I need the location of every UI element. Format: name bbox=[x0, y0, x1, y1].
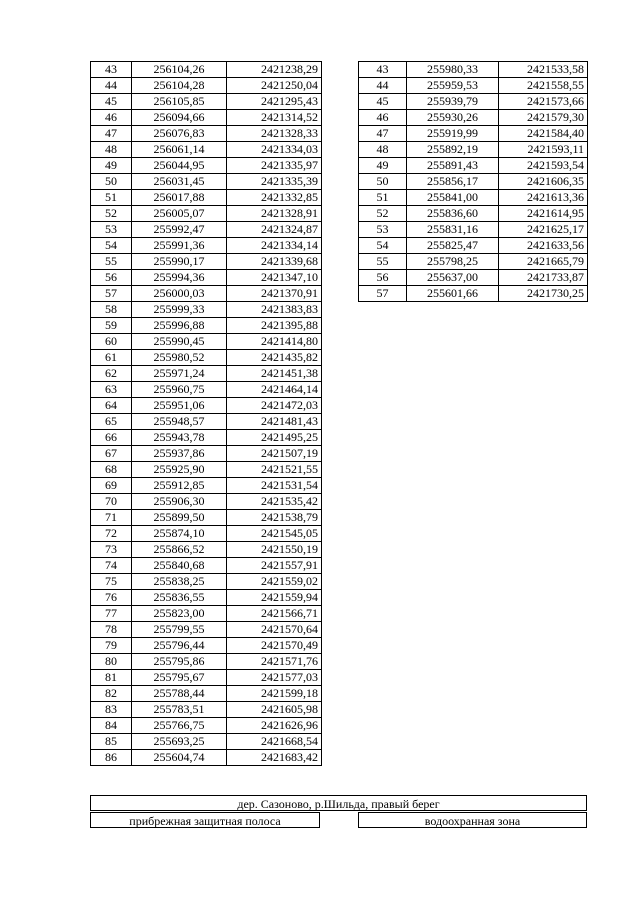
table-row bbox=[91, 238, 322, 254]
water-protection-coordinates-table bbox=[358, 61, 588, 302]
x-coordinate-cell: 255912,85 bbox=[132, 478, 227, 494]
y-coordinate-cell: 2421557,91 bbox=[227, 558, 322, 574]
x-coordinate-cell: 255919,99 bbox=[407, 126, 499, 142]
y-coordinate-cell: 2421314,52 bbox=[227, 110, 322, 126]
point-number-cell: 54 bbox=[359, 238, 407, 254]
y-coordinate-cell: 2421334,03 bbox=[227, 142, 322, 158]
y-coordinate-cell: 2421599,18 bbox=[227, 686, 322, 702]
x-coordinate-cell: 256104,28 bbox=[132, 78, 227, 94]
x-coordinate-cell: 255836,60 bbox=[407, 206, 499, 222]
point-number-cell: 80 bbox=[91, 654, 132, 670]
y-coordinate-cell: 2421538,79 bbox=[227, 510, 322, 526]
x-coordinate-cell: 255891,43 bbox=[407, 158, 499, 174]
table-row bbox=[91, 638, 322, 654]
x-coordinate-cell: 255930,26 bbox=[407, 110, 499, 126]
x-coordinate-cell: 255637,00 bbox=[407, 270, 499, 286]
table-row bbox=[91, 542, 322, 558]
point-number-cell: 49 bbox=[91, 158, 132, 174]
y-coordinate-cell: 2421577,03 bbox=[227, 670, 322, 686]
table-row bbox=[91, 158, 322, 174]
y-coordinate-cell: 2421571,76 bbox=[227, 654, 322, 670]
table-row bbox=[91, 174, 322, 190]
y-coordinate-cell: 2421573,66 bbox=[499, 94, 588, 110]
table-row bbox=[91, 110, 322, 126]
point-number-cell: 58 bbox=[91, 302, 132, 318]
x-coordinate-cell: 255990,17 bbox=[132, 254, 227, 270]
point-number-cell: 48 bbox=[91, 142, 132, 158]
x-coordinate-cell: 256044,95 bbox=[132, 158, 227, 174]
x-coordinate-cell: 255601,66 bbox=[407, 286, 499, 302]
table-row bbox=[91, 62, 322, 78]
x-coordinate-cell: 256000,03 bbox=[132, 286, 227, 302]
y-coordinate-cell: 2421593,11 bbox=[499, 142, 588, 158]
table-row bbox=[91, 334, 322, 350]
x-coordinate-cell: 255999,33 bbox=[132, 302, 227, 318]
point-number-cell: 73 bbox=[91, 542, 132, 558]
point-number-cell: 50 bbox=[359, 174, 407, 190]
point-number-cell: 64 bbox=[91, 398, 132, 414]
table-row bbox=[91, 590, 322, 606]
table-row bbox=[359, 190, 588, 206]
point-number-cell: 78 bbox=[91, 622, 132, 638]
x-coordinate-cell: 255937,86 bbox=[132, 446, 227, 462]
table-row bbox=[91, 510, 322, 526]
y-coordinate-cell: 2421451,38 bbox=[227, 366, 322, 382]
x-coordinate-cell: 255892,19 bbox=[407, 142, 499, 158]
x-coordinate-cell: 256076,83 bbox=[132, 126, 227, 142]
x-coordinate-cell: 255874,10 bbox=[132, 526, 227, 542]
table-row bbox=[359, 142, 588, 158]
point-number-cell: 63 bbox=[91, 382, 132, 398]
x-coordinate-cell: 256094,66 bbox=[132, 110, 227, 126]
table-row bbox=[91, 142, 322, 158]
table-row bbox=[91, 78, 322, 94]
x-coordinate-cell: 255783,51 bbox=[132, 702, 227, 718]
point-number-cell: 81 bbox=[91, 670, 132, 686]
y-coordinate-cell: 2421550,19 bbox=[227, 542, 322, 558]
y-coordinate-cell: 2421584,40 bbox=[499, 126, 588, 142]
point-number-cell: 82 bbox=[91, 686, 132, 702]
location-caption: дер. Сазоново, р.Шильда, правый берег bbox=[90, 795, 587, 811]
y-coordinate-cell: 2421435,82 bbox=[227, 350, 322, 366]
x-coordinate-cell: 255604,74 bbox=[132, 750, 227, 766]
x-coordinate-cell: 255831,16 bbox=[407, 222, 499, 238]
table-row bbox=[91, 734, 322, 750]
table-row bbox=[359, 126, 588, 142]
x-coordinate-cell: 255693,25 bbox=[132, 734, 227, 750]
y-coordinate-cell: 2421472,03 bbox=[227, 398, 322, 414]
point-number-cell: 45 bbox=[359, 94, 407, 110]
y-coordinate-cell: 2421531,54 bbox=[227, 478, 322, 494]
y-coordinate-cell: 2421464,14 bbox=[227, 382, 322, 398]
x-coordinate-cell: 255959,53 bbox=[407, 78, 499, 94]
y-coordinate-cell: 2421339,68 bbox=[227, 254, 322, 270]
y-coordinate-cell: 2421733,87 bbox=[499, 270, 588, 286]
y-coordinate-cell: 2421558,55 bbox=[499, 78, 588, 94]
point-number-cell: 51 bbox=[359, 190, 407, 206]
point-number-cell: 77 bbox=[91, 606, 132, 622]
point-number-cell: 83 bbox=[91, 702, 132, 718]
table-row bbox=[359, 270, 588, 286]
table-row bbox=[359, 174, 588, 190]
table-row bbox=[91, 318, 322, 334]
table-row bbox=[359, 158, 588, 174]
x-coordinate-cell: 256005,07 bbox=[132, 206, 227, 222]
point-number-cell: 48 bbox=[359, 142, 407, 158]
y-coordinate-cell: 2421668,54 bbox=[227, 734, 322, 750]
point-number-cell: 76 bbox=[91, 590, 132, 606]
point-number-cell: 49 bbox=[359, 158, 407, 174]
y-coordinate-cell: 2421250,04 bbox=[227, 78, 322, 94]
y-coordinate-cell: 2421495,25 bbox=[227, 430, 322, 446]
point-number-cell: 44 bbox=[91, 78, 132, 94]
y-coordinate-cell: 2421605,98 bbox=[227, 702, 322, 718]
point-number-cell: 46 bbox=[359, 110, 407, 126]
x-coordinate-cell: 255841,00 bbox=[407, 190, 499, 206]
table-row bbox=[91, 670, 322, 686]
y-coordinate-cell: 2421545,05 bbox=[227, 526, 322, 542]
y-coordinate-cell: 2421335,97 bbox=[227, 158, 322, 174]
y-coordinate-cell: 2421579,30 bbox=[499, 110, 588, 126]
point-number-cell: 70 bbox=[91, 494, 132, 510]
point-number-cell: 54 bbox=[91, 238, 132, 254]
point-number-cell: 72 bbox=[91, 526, 132, 542]
table-row bbox=[359, 206, 588, 222]
y-coordinate-cell: 2421559,02 bbox=[227, 574, 322, 590]
point-number-cell: 75 bbox=[91, 574, 132, 590]
x-coordinate-cell: 255906,30 bbox=[132, 494, 227, 510]
point-number-cell: 44 bbox=[359, 78, 407, 94]
table-row bbox=[91, 686, 322, 702]
table-row bbox=[91, 622, 322, 638]
y-coordinate-cell: 2421606,35 bbox=[499, 174, 588, 190]
x-coordinate-cell: 256031,45 bbox=[132, 174, 227, 190]
y-coordinate-cell: 2421625,17 bbox=[499, 222, 588, 238]
x-coordinate-cell: 255992,47 bbox=[132, 222, 227, 238]
point-number-cell: 69 bbox=[91, 478, 132, 494]
table-row bbox=[359, 78, 588, 94]
table-row bbox=[359, 222, 588, 238]
y-coordinate-cell: 2421328,33 bbox=[227, 126, 322, 142]
table-row bbox=[91, 126, 322, 142]
point-number-cell: 53 bbox=[91, 222, 132, 238]
table-row bbox=[91, 558, 322, 574]
y-coordinate-cell: 2421730,25 bbox=[499, 286, 588, 302]
point-number-cell: 50 bbox=[91, 174, 132, 190]
table-row bbox=[91, 270, 322, 286]
table-row bbox=[91, 606, 322, 622]
x-coordinate-cell: 256017,88 bbox=[132, 190, 227, 206]
point-number-cell: 62 bbox=[91, 366, 132, 382]
y-coordinate-cell: 2421295,43 bbox=[227, 94, 322, 110]
x-coordinate-cell: 255823,00 bbox=[132, 606, 227, 622]
table-row bbox=[91, 190, 322, 206]
y-coordinate-cell: 2421665,79 bbox=[499, 254, 588, 270]
x-coordinate-cell: 255943,78 bbox=[132, 430, 227, 446]
x-coordinate-cell: 256104,26 bbox=[132, 62, 227, 78]
point-number-cell: 43 bbox=[359, 62, 407, 78]
y-coordinate-cell: 2421383,83 bbox=[227, 302, 322, 318]
table-row bbox=[91, 382, 322, 398]
point-number-cell: 46 bbox=[91, 110, 132, 126]
y-coordinate-cell: 2421535,42 bbox=[227, 494, 322, 510]
table-row bbox=[91, 414, 322, 430]
y-coordinate-cell: 2421593,54 bbox=[499, 158, 588, 174]
point-number-cell: 51 bbox=[91, 190, 132, 206]
x-coordinate-cell: 255795,67 bbox=[132, 670, 227, 686]
point-number-cell: 56 bbox=[359, 270, 407, 286]
point-number-cell: 53 bbox=[359, 222, 407, 238]
point-number-cell: 79 bbox=[91, 638, 132, 654]
y-coordinate-cell: 2421521,55 bbox=[227, 462, 322, 478]
y-coordinate-cell: 2421559,94 bbox=[227, 590, 322, 606]
x-coordinate-cell: 255799,55 bbox=[132, 622, 227, 638]
x-coordinate-cell: 255925,90 bbox=[132, 462, 227, 478]
y-coordinate-cell: 2421507,19 bbox=[227, 446, 322, 462]
point-number-cell: 55 bbox=[359, 254, 407, 270]
x-coordinate-cell: 255788,44 bbox=[132, 686, 227, 702]
table-row bbox=[91, 718, 322, 734]
table-row bbox=[91, 446, 322, 462]
y-coordinate-cell: 2421570,64 bbox=[227, 622, 322, 638]
table-row bbox=[91, 286, 322, 302]
point-number-cell: 56 bbox=[91, 270, 132, 286]
point-number-cell: 60 bbox=[91, 334, 132, 350]
x-coordinate-cell: 255798,25 bbox=[407, 254, 499, 270]
x-coordinate-cell: 255951,06 bbox=[132, 398, 227, 414]
x-coordinate-cell: 255840,68 bbox=[132, 558, 227, 574]
x-coordinate-cell: 255766,75 bbox=[132, 718, 227, 734]
y-coordinate-cell: 2421238,29 bbox=[227, 62, 322, 78]
table-row bbox=[359, 254, 588, 270]
table-row bbox=[91, 654, 322, 670]
table-row bbox=[91, 398, 322, 414]
table-row bbox=[359, 110, 588, 126]
point-number-cell: 52 bbox=[359, 206, 407, 222]
y-coordinate-cell: 2421414,80 bbox=[227, 334, 322, 350]
point-number-cell: 47 bbox=[91, 126, 132, 142]
y-coordinate-cell: 2421335,39 bbox=[227, 174, 322, 190]
table-row bbox=[91, 254, 322, 270]
y-coordinate-cell: 2421395,88 bbox=[227, 318, 322, 334]
point-number-cell: 66 bbox=[91, 430, 132, 446]
point-number-cell: 57 bbox=[359, 286, 407, 302]
x-coordinate-cell: 255825,47 bbox=[407, 238, 499, 254]
x-coordinate-cell: 255836,55 bbox=[132, 590, 227, 606]
point-number-cell: 65 bbox=[91, 414, 132, 430]
point-number-cell: 85 bbox=[91, 734, 132, 750]
x-coordinate-cell: 255856,17 bbox=[407, 174, 499, 190]
x-coordinate-cell: 255939,79 bbox=[407, 94, 499, 110]
point-number-cell: 86 bbox=[91, 750, 132, 766]
x-coordinate-cell: 256105,85 bbox=[132, 94, 227, 110]
water-protection-zone-label: водоохранная зона bbox=[358, 812, 587, 828]
table-row bbox=[359, 94, 588, 110]
point-number-cell: 52 bbox=[91, 206, 132, 222]
table-row bbox=[359, 238, 588, 254]
x-coordinate-cell: 256061,14 bbox=[132, 142, 227, 158]
point-number-cell: 84 bbox=[91, 718, 132, 734]
table-row bbox=[91, 494, 322, 510]
point-number-cell: 68 bbox=[91, 462, 132, 478]
point-number-cell: 55 bbox=[91, 254, 132, 270]
table-row bbox=[91, 222, 322, 238]
table-row bbox=[91, 462, 322, 478]
y-coordinate-cell: 2421614,95 bbox=[499, 206, 588, 222]
coastal-strip-table-body bbox=[91, 62, 322, 766]
table-row bbox=[91, 574, 322, 590]
x-coordinate-cell: 255838,25 bbox=[132, 574, 227, 590]
coastal-strip-label: прибрежная защитная полоса bbox=[90, 812, 320, 828]
x-coordinate-cell: 255899,50 bbox=[132, 510, 227, 526]
y-coordinate-cell: 2421633,56 bbox=[499, 238, 588, 254]
table-row bbox=[91, 302, 322, 318]
x-coordinate-cell: 255980,33 bbox=[407, 62, 499, 78]
x-coordinate-cell: 255795,86 bbox=[132, 654, 227, 670]
y-coordinate-cell: 2421328,91 bbox=[227, 206, 322, 222]
y-coordinate-cell: 2421626,96 bbox=[227, 718, 322, 734]
y-coordinate-cell: 2421324,87 bbox=[227, 222, 322, 238]
y-coordinate-cell: 2421566,71 bbox=[227, 606, 322, 622]
point-number-cell: 61 bbox=[91, 350, 132, 366]
x-coordinate-cell: 255996,88 bbox=[132, 318, 227, 334]
y-coordinate-cell: 2421533,58 bbox=[499, 62, 588, 78]
y-coordinate-cell: 2421481,43 bbox=[227, 414, 322, 430]
y-coordinate-cell: 2421332,85 bbox=[227, 190, 322, 206]
point-number-cell: 45 bbox=[91, 94, 132, 110]
x-coordinate-cell: 255948,57 bbox=[132, 414, 227, 430]
coastal-strip-coordinates-table bbox=[90, 61, 322, 766]
table-row bbox=[91, 94, 322, 110]
y-coordinate-cell: 2421683,42 bbox=[227, 750, 322, 766]
point-number-cell: 59 bbox=[91, 318, 132, 334]
table-row bbox=[359, 286, 588, 302]
point-number-cell: 67 bbox=[91, 446, 132, 462]
table-row bbox=[91, 702, 322, 718]
table-row bbox=[91, 526, 322, 542]
x-coordinate-cell: 255980,52 bbox=[132, 350, 227, 366]
x-coordinate-cell: 255866,52 bbox=[132, 542, 227, 558]
point-number-cell: 47 bbox=[359, 126, 407, 142]
y-coordinate-cell: 2421334,14 bbox=[227, 238, 322, 254]
y-coordinate-cell: 2421613,36 bbox=[499, 190, 588, 206]
point-number-cell: 57 bbox=[91, 286, 132, 302]
point-number-cell: 74 bbox=[91, 558, 132, 574]
x-coordinate-cell: 255991,36 bbox=[132, 238, 227, 254]
table-row bbox=[91, 478, 322, 494]
x-coordinate-cell: 255971,24 bbox=[132, 366, 227, 382]
y-coordinate-cell: 2421370,91 bbox=[227, 286, 322, 302]
table-row bbox=[91, 350, 322, 366]
point-number-cell: 43 bbox=[91, 62, 132, 78]
x-coordinate-cell: 255960,75 bbox=[132, 382, 227, 398]
x-coordinate-cell: 255796,44 bbox=[132, 638, 227, 654]
water-protection-table-body bbox=[359, 62, 588, 302]
table-row bbox=[359, 62, 588, 78]
table-row bbox=[91, 750, 322, 766]
table-row bbox=[91, 366, 322, 382]
y-coordinate-cell: 2421570,49 bbox=[227, 638, 322, 654]
point-number-cell: 71 bbox=[91, 510, 132, 526]
y-coordinate-cell: 2421347,10 bbox=[227, 270, 322, 286]
x-coordinate-cell: 255994,36 bbox=[132, 270, 227, 286]
table-row bbox=[91, 430, 322, 446]
table-row bbox=[91, 206, 322, 222]
x-coordinate-cell: 255990,45 bbox=[132, 334, 227, 350]
